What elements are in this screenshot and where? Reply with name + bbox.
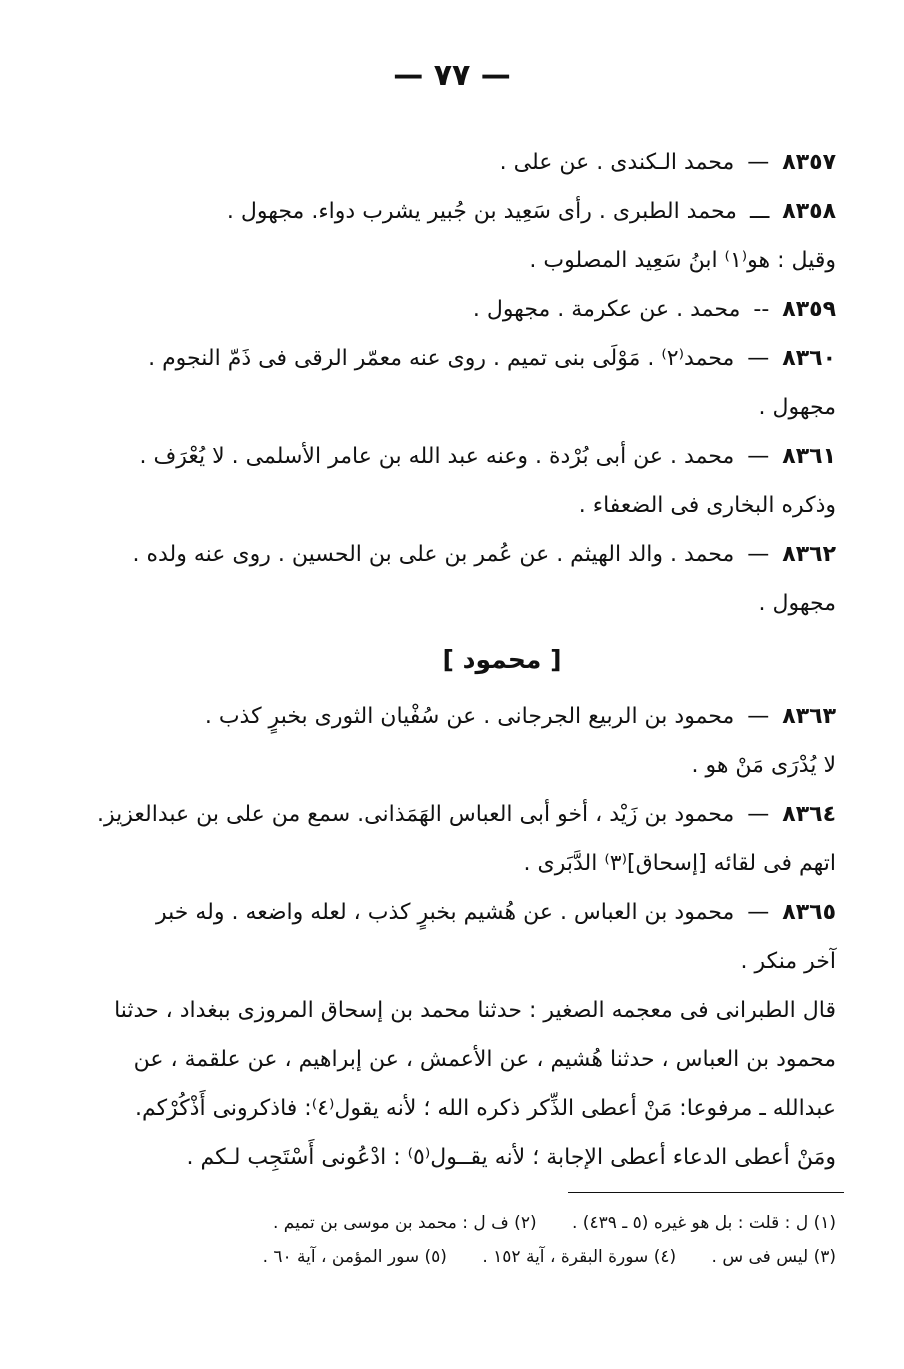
entry-8359 (168, 285, 836, 334)
entry-text: محمد . عن عكرمة . مجهول . (472, 297, 741, 322)
entry-number: ٨٣٥٨ (782, 199, 836, 224)
entry-8358-continuation: وقيل : هو⁽١⁾ ابنُ سَعِيد المصلوب . (529, 248, 836, 273)
entry-dash: -- (753, 297, 770, 322)
entry-text: محمود بن زَيْد ، أخو أبى العباس الهَمَذانى. سمع من على بن عبدالعزيز. (97, 802, 735, 827)
footnote-1: (١) ل : قلت : بل هو غيره (٥ ـ ٤٣٩) . (572, 1213, 836, 1233)
entry-dash: ـــ (749, 199, 770, 224)
entry-number: ٨٣٦٣ (782, 704, 836, 729)
entry-number: ٨٣٦١ (782, 444, 836, 469)
paragraph-line-4: ومَنْ أعطى الدعاء أعطى الإجابة ؛ لأنه يقــول⁽٥⁾ : ادْعُونى أَسْتَجِب لـكم . (186, 1145, 836, 1170)
entry-8363 (168, 692, 836, 741)
footnotes (168, 1206, 836, 1274)
entry-8362 (132, 530, 836, 579)
entry-text: محمد⁽٢⁾ . مَوْلَى بنى تميم . روى عنه معمّر الرقى فى ذَمّ النجوم . (148, 346, 735, 371)
section-heading: [ محمود ] (442, 645, 562, 674)
entry-8365-continuation: آخر منكر . (740, 949, 836, 974)
entry-8362-continuation: مجهول . (758, 591, 836, 616)
entry-dash: — (747, 900, 770, 925)
entry-number: ٨٣٦٥ (782, 900, 836, 925)
entry-8357 (168, 138, 836, 187)
entry-8360-continuation: مجهول . (758, 395, 836, 420)
main-text (97, 138, 836, 1182)
footnote-4: (٤) سورة البقرة ، آية ١٥٢ . (482, 1247, 677, 1267)
entry-8365 (155, 888, 836, 937)
footnote-line-1 (168, 1206, 836, 1240)
paragraph-line-3: عبدالله ـ مرفوعا: مَنْ أعطى الذِّكر ذكره الله ؛ لأنه يقول⁽٤⁾: فاذكرونى أَذْكُرْكم. (134, 1096, 836, 1121)
paragraph-line-2: محمود بن العباس ، حدثنا هُشيم ، عن الأعمش ، عن إبراهيم ، عن علقمة ، عن (133, 1047, 836, 1072)
entry-dash: — (747, 150, 770, 175)
paragraph-line-1: قال الطبرانى فى معجمه الصغير : حدثنا محمد بن إسحاق المروزى ببغداد ، حدثنا (114, 998, 836, 1023)
entry-text: محمد . عن أبى بُرْدة . وعنه عبد الله بن عامر الأسلمى . لا يُعْرَف . (139, 444, 735, 469)
entry-8361 (139, 432, 836, 481)
entry-dash: — (747, 444, 770, 469)
entry-number: ٨٣٦٤ (782, 802, 836, 827)
entry-dash: — (747, 542, 770, 567)
entry-dash: — (747, 346, 770, 371)
entry-8364-continuation: اتهم فى لقائه [إسحاق]⁽٣⁾ الدَّبَرى . (523, 851, 836, 876)
entry-8360 (148, 334, 836, 383)
entry-text: محمود بن الربيع الجرجانى . عن سُفْيان الثورى بخبرٍ كذب . (204, 704, 735, 729)
entry-number: ٨٣٥٧ (782, 150, 836, 175)
footnote-3: (٣) ليس فى س . (711, 1247, 836, 1267)
entry-number: ٨٣٦٢ (782, 542, 836, 567)
entry-dash: — (747, 802, 770, 827)
page-number: — ٧٧ — (393, 58, 511, 93)
entry-8363-continuation: لا يُدْرَى مَنْ هو . (691, 753, 836, 778)
entry-8358 (168, 187, 836, 236)
entry-dash: — (747, 704, 770, 729)
footnote-divider (568, 1192, 844, 1193)
entry-number: ٨٣٦٠ (782, 346, 836, 371)
footnote-2: (٢) ف ل : محمد بن موسى بن تميم . (272, 1213, 537, 1233)
entry-text: محمد الطبرى . رأى سَعِيد بن جُبير يشرب دواء. مجهول . (226, 199, 737, 224)
entry-8364 (97, 790, 836, 839)
entry-8361-continuation: وذكره البخارى فى الضعفاء . (578, 493, 836, 518)
entry-text: محمد الـكندى . عن على . (499, 150, 735, 175)
entry-text: محمد . والد الهيثم . عن عُمر بن على بن الحسين . روى عنه ولده . (132, 542, 735, 567)
entry-number: ٨٣٥٩ (782, 297, 836, 322)
footnote-line-2 (168, 1240, 836, 1274)
entry-text: محمود بن العباس . عن هُشيم بخبرٍ كذب ، لعله واضعه . وله خبر (155, 900, 735, 925)
footnote-5: (٥) سور المؤمن ، آية ٦٠ . (262, 1247, 447, 1267)
